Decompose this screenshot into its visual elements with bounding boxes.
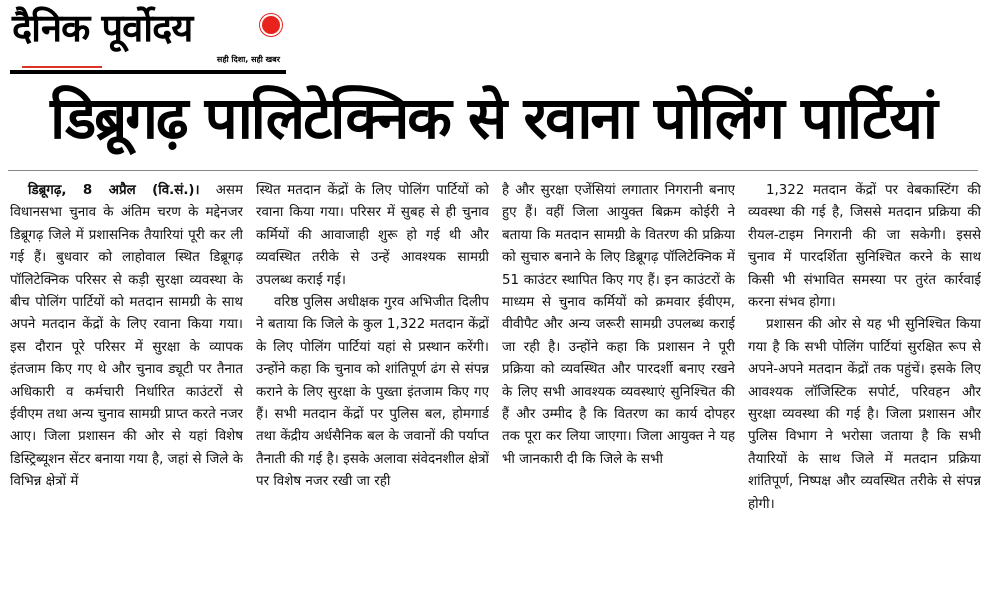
paragraph-text: 1,322 मतदान केंद्रों पर वेबकास्टिंग की व्यवस्था की गई है, जिससे मतदान प्रक्रिया की रीयल-टाइम निगरानी की जा सकेगी। इससे चुनाव में पारदर्शिता सुनिश्चित करने के साथ किसी भी संभावित समस्या पर तुरंत कार्रवाई करना संभव होगा। [748,183,981,311]
article-column-4 [748,180,981,604]
paragraph-text: प्रशासन की ओर से यह भी सुनिश्चित किया गया है कि सभी पोलिंग पार्टियां सुरक्षित रूप से अपने-अपने मतदान केंद्रों तक पहुंचें। इसके लिए आवश्यक लॉजिस्टिक सपोर्ट, परिवहन और सुरक्षा व्यवस्था की गई है। जिला प्रशासन और पुलिस विभाग ने भरोसा जताया है कि सभी तैयारियों के साथ जिले में मतदान प्रक्रिया शांतिपूर्ण, निष्पक्ष और व्यवस्थित तरीके से संपन्न होगी। [748,317,981,512]
headline-divider [8,170,978,171]
article-column-3 [502,180,735,604]
red-rule [22,66,102,68]
paragraph-text: वरिष्ठ पुलिस अधीक्षक गुरव अभिजीत दिलीप ने बताया कि जिले के कुल 1,322 मतदान केंद्रों के लिए पोलिंग पार्टियां यहां से प्रस्थान करेंगी। उन्होंने कहा कि चुनाव को शांतिपूर्ण ढंग से संपन्न कराने के लिए सुरक्षा के पुख्ता इंतजाम किए गए हैं। सभी मतदान केंद्रों पर पुलिस बल, होमगार्ड तथा केंद्रीय अर्धसैनिक बल के जवानों की पर्याप्त तैनाती की गई है। इसके अलावा संवेदनशील क्षेत्रों पर विशेष नजर रखी जा रही [256,295,489,490]
masthead-rule [10,70,286,74]
paragraph-text: असम विधानसभा चुनाव के अंतिम चरण के मद्देनजर डिब्रूगढ़ जिले में प्रशासनिक तैयारियां पूरी कर ली गई हैं। बुधवार को लाहोवाल स्थित डिब्रूगढ़ पॉलिटेक्निक परिसर से कड़ी सुरक्षा व्यवस्था के बीच पोलिंग पार्टियों को मतदान सामग्री के साथ अपने मतदान केंद्रों के लिए रवाना किया गया। इस दौरान पूरे परिसर में सुरक्षा के व्यापक इंतजाम किए गए थे और चुनाव ड्यूटी पर तैनात अधिकारी व कर्मचारी निर्धारित काउंटरों से ईवीएम तथा अन्य चुनाव सामग्री प्राप्त करते नजर आए। जिला प्रशासन की ओर से यहां विशेष डिस्ट्रिब्यूशन सेंटर बनाया गया है, जहां से जिले के विभिन्न क्षेत्रों में [10,183,243,490]
paragraph-text: है और सुरक्षा एजेंसियां लगातार निगरानी बनाए हुए हैं। वहीं जिला आयुक्त बिक्रम कोईरी ने बताया कि मतदान सामग्री के वितरण की प्रक्रिया को सुचारु बनाने के लिए डिब्रूगढ़ पॉलिटेक्निक में 51 काउंटर स्थापित किए गए हैं। इन काउंटरों के माध्यम से चुनाव कर्मियों को क्रमवार ईवीएम, वीवीपैट और अन्य जरूरी सामग्री उपलब्ध कराई जा रही है। उन्होंने कहा कि प्रशासन ने पूरी प्रक्रिया को व्यवस्थित और पारदर्शी बनाए रखने के लिए सभी आवश्यक व्यवस्थाएं सुनिश्चित की हैं और उम्मीद है कि वितरण का कार्य दोपहर तक पूरा कर लिया जाएगा। जिला आयुक्त ने यह भी जानकारी दी कि जिले के सभी [502,183,735,467]
article-body [10,180,981,604]
dateline: डिब्रूगढ़, 8 अप्रैल (वि.सं.)। [28,183,200,198]
article-column-1 [10,180,243,604]
paragraph-text: स्थित मतदान केंद्रों के लिए पोलिंग पार्टियों को रवाना किया गया। परिसर में सुबह से ही चुनाव कर्मियों की आवाजाही शुरू हो गई थी और व्यवस्थित तरीके से उन्हें आवश्यक सामग्री उपलब्ध कराई गई। [256,183,489,288]
sun-icon [260,14,282,36]
tagline: सही दिशा, सही खबर [216,55,280,64]
masthead [10,4,286,72]
article-headline: डिब्रूगढ़ पालिटेक्निक से रवाना पोलिंग पार्टियां [50,84,936,152]
article-column-2 [256,180,489,604]
newspaper-logo: दैनिक पूर्वोदय [12,6,193,50]
